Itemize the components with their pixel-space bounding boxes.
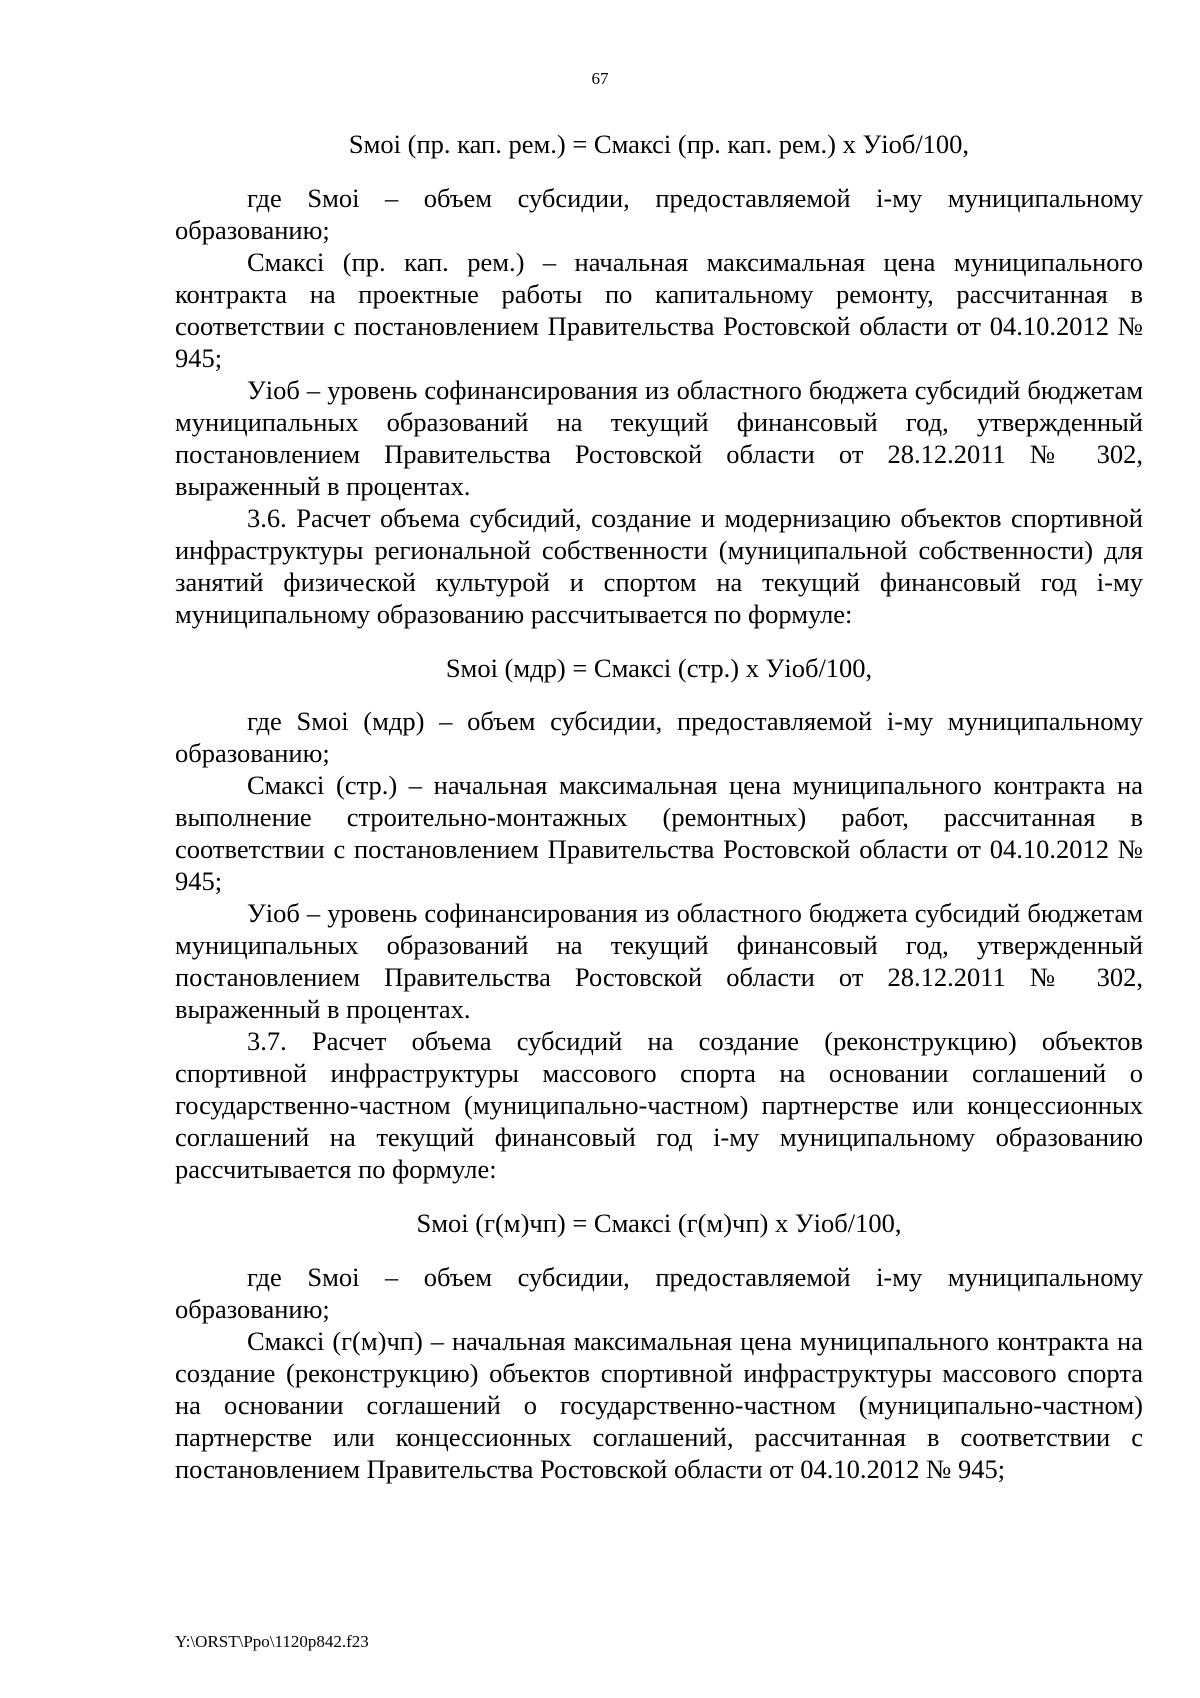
paragraph-smoi-definition: где Sмоi – объем субсидии, предоставляемой i-му муниципальному образованию; [175, 183, 1143, 245]
document-body [175, 128, 1143, 1485]
paragraph-smax-construction: Смаксi (стр.) – начальная максимальная цена муниципального контракта на выполнение строительно-монтажных (ремонтных) работ, рассчитанная в соответствии с постановлением Правительства Ростовской области от 04.10.2012 № 945; [175, 770, 1143, 896]
paragraph-smoi-ppp-definition: где Sмоi – объем субсидии, предоставляемой i-му муниципальному образованию; [175, 1262, 1143, 1324]
paragraph-section-3-6: 3.6. Расчет объема субсидий, создание и модернизацию объектов спортивной инфраструктуры региональной собственности (муниципальной собственности) для занятий физической культурой и спортом на текущий финансовый год i-му муниципальному образованию рассчитывается по формуле: [175, 503, 1143, 629]
paragraph-smax-capital-repair: Смаксi (пр. кап. рем.) – начальная максимальная цена муниципального контракта на проектные работы по капитальному ремонту, рассчитанная в соответствии с постановлением Правительства Ростовской области от 04.10.2012 № 945; [175, 247, 1143, 373]
paragraph-smoi-mdr-definition: где Sмоi (мдр) – объем субсидии, предоставляемой i-му муниципальному образованию; [175, 706, 1143, 768]
formula-ppp: Sмоi (г(м)чп) = Смаксi (г(м)чп) х Уiоб/100, [416, 1208, 902, 1238]
page-number: 67 [591, 69, 609, 88]
paragraph-uiob-definition: Уiоб – уровень софинансирования из областного бюджета субсидий бюджетам муниципальных образований на текущий финансовый год, утвержденный постановлением Правительства Ростовской области от 28.12.2011 № 302, выраженный в процентах. [175, 375, 1143, 501]
file-path-footer: Y:\ORST\Ppo\1120p842.f23 [175, 1632, 369, 1651]
formula-capital-repair: Sмоi (пр. кап. рем.) = Смаксi (пр. кап. рем.) х Уiоб/100, [348, 129, 970, 159]
formula-mdr: Sмоi (мдр) = Смаксi (стр.) х Уiоб/100, [445, 653, 873, 683]
paragraph-smax-ppp: Смаксi (г(м)чп) – начальная максимальная цена муниципального контракта на создание (реконструкцию) объектов спортивной инфраструктуры массового спорта на основании соглашений о государственно-частном (муниципально-частном) партнерстве или концессионных соглашений, рассчитанная в соответствии с постановлением Правительства Ростовской области от 04.10.2012 № 945; [175, 1326, 1143, 1484]
paragraph-section-3-7: 3.7. Расчет объема субсидий на создание (реконструкцию) объектов спортивной инфраструктуры массового спорта на основании соглашений о государственно-частном (муниципально-частном) партнерстве или концессионных соглашений на текущий финансовый год i-му муниципальному образованию рассчитывается по формуле: [175, 1026, 1143, 1184]
paragraph-uiob-definition-2: Уiоб – уровень софинансирования из областного бюджета субсидий бюджетам муниципальных образований на текущий финансовый год, утвержденный постановлением Правительства Ростовской области от 28.12.2011 № 302, выраженный в процентах. [175, 898, 1143, 1024]
